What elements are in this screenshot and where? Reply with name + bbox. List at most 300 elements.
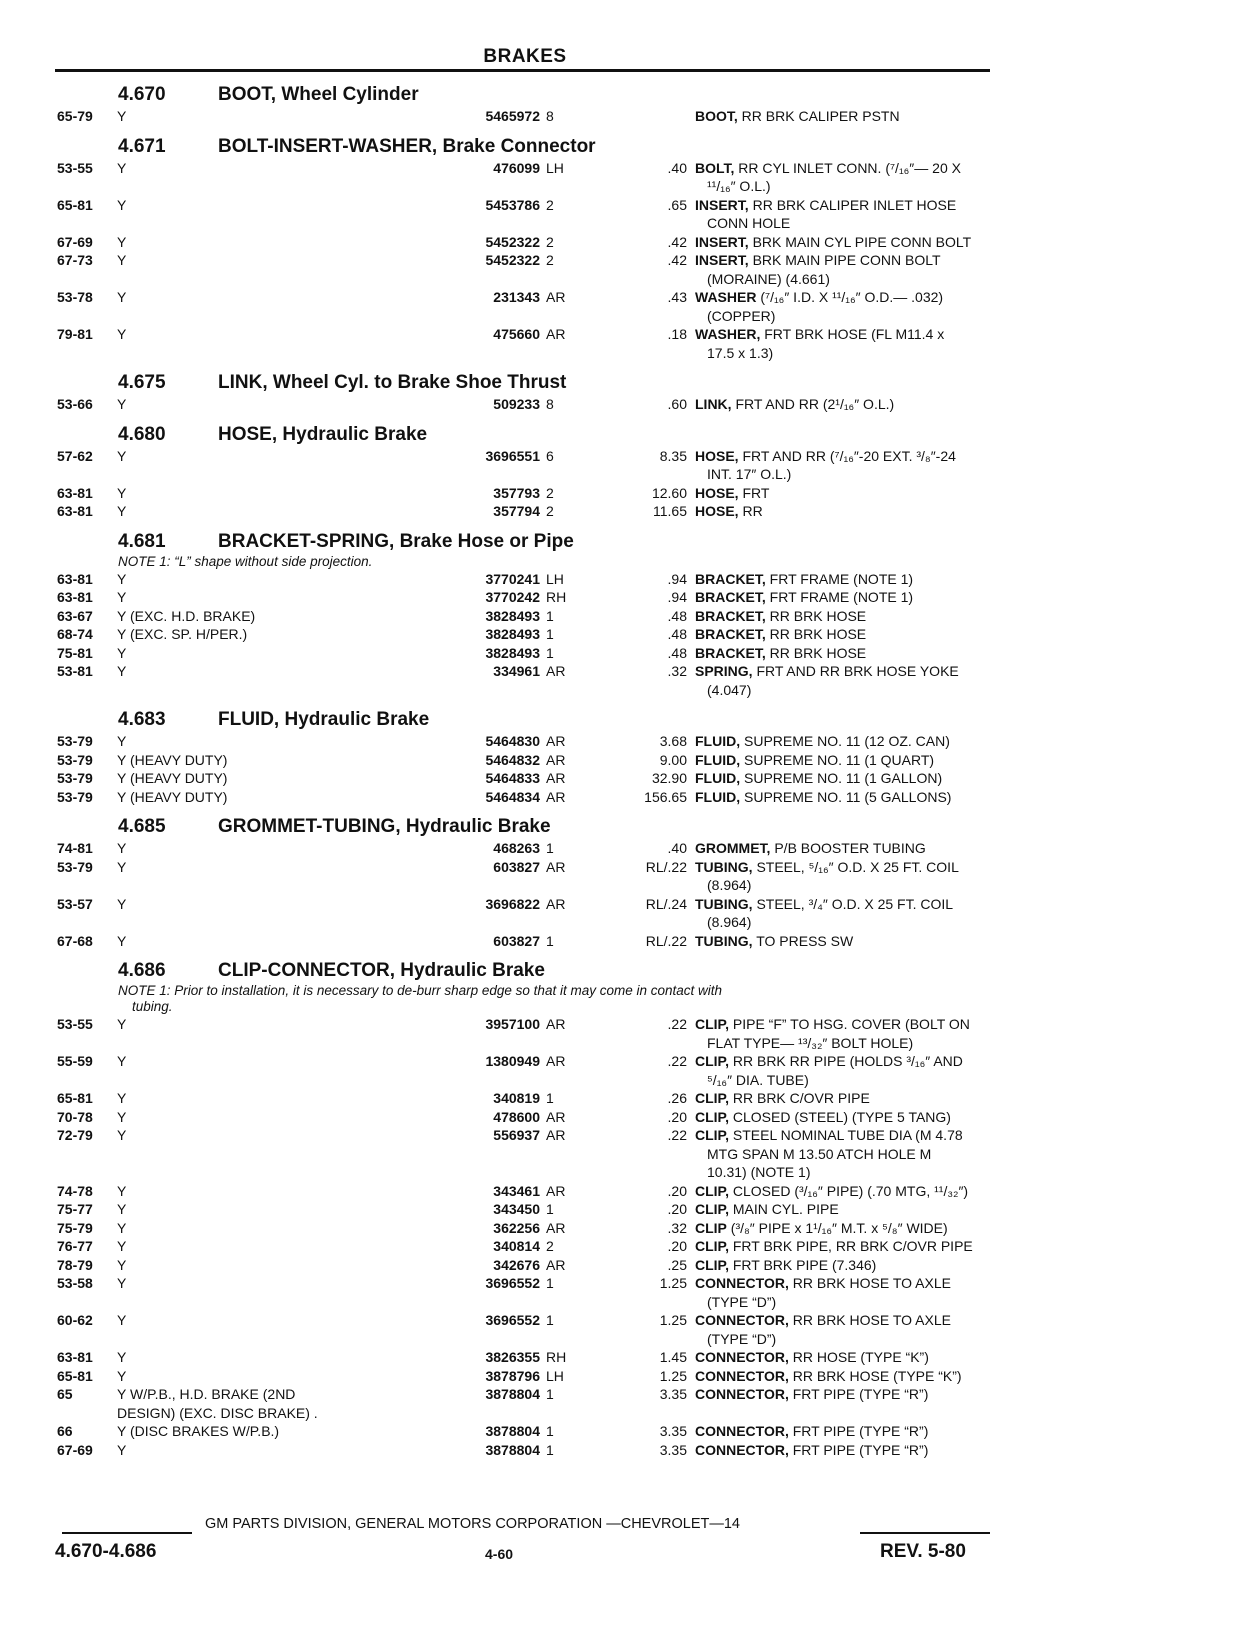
part-name: CLIP — [695, 1219, 727, 1236]
part-description — [695, 1256, 999, 1275]
description-line — [695, 913, 999, 932]
model-years: 66 — [57, 1423, 73, 1439]
part-number: 340814 — [493, 1238, 540, 1254]
part-description — [695, 196, 999, 233]
price: .43 — [667, 289, 687, 305]
model-years: 53-79 — [57, 733, 93, 749]
quantity: 2 — [546, 233, 554, 250]
description-line — [695, 858, 999, 877]
description-text: FRT — [742, 484, 770, 501]
section-title: GROMMET-TUBING, Hydraulic Brake — [218, 816, 551, 837]
section-header — [55, 812, 995, 839]
description-text: CONN HOLE — [707, 215, 791, 231]
application-line: Y — [117, 1090, 127, 1106]
model-years: 65-79 — [57, 108, 93, 124]
quantity: AR — [546, 895, 566, 912]
part-number: 3696551 — [485, 447, 540, 464]
application-line: Y (HEAVY DUTY) — [117, 788, 228, 805]
part-number: 476099 — [493, 159, 540, 176]
price: 3.35 — [659, 1386, 687, 1402]
application-line: Y (DISC BRAKES W/P.B.) — [117, 1423, 280, 1439]
part-number: 3878804 — [485, 1423, 540, 1439]
application-line: Y — [117, 733, 127, 749]
part-number: 5464832 — [485, 751, 540, 768]
description-text: RR — [742, 503, 763, 519]
part-name: BRACKET, — [695, 570, 766, 587]
description-text: RR BRK HOSE TO AXLE — [792, 1275, 951, 1291]
part-number: 343461 — [493, 1182, 540, 1199]
quantity: 1 — [546, 644, 554, 661]
quantity: 1 — [546, 932, 554, 949]
part-name: WASHER — [695, 289, 757, 305]
quantity: 1 — [546, 1441, 554, 1458]
description-line — [695, 395, 999, 414]
part-name: TUBING, — [695, 932, 753, 949]
footer-rule-left — [62, 1532, 192, 1534]
model-years: 55-59 — [57, 1053, 93, 1069]
application-line: Y — [117, 1108, 127, 1125]
description-line — [695, 1145, 999, 1164]
quantity: 2 — [546, 1238, 554, 1254]
part-description — [695, 662, 999, 699]
part-description — [695, 1200, 999, 1219]
part-number: 475660 — [493, 326, 540, 342]
table-row — [55, 644, 995, 663]
description-line — [695, 270, 999, 289]
part-description — [695, 1108, 999, 1127]
part-number: 362256 — [493, 1219, 540, 1236]
description-line — [695, 251, 999, 270]
table-row — [55, 1367, 995, 1386]
part-name: CONNECTOR, — [695, 1367, 789, 1384]
table-row — [55, 1348, 995, 1367]
description-line — [695, 1089, 999, 1108]
section-header — [55, 705, 995, 732]
price: RL/.24 — [645, 895, 687, 912]
application-line: Y — [117, 1441, 127, 1458]
description-text: RR BRK RR PIPE (HOLDS ³/₁₆″ AND — [732, 1053, 963, 1069]
description-text: 10.31) (NOTE 1) — [707, 1164, 811, 1180]
part-name: INSERT, — [695, 233, 749, 250]
part-description — [695, 858, 999, 895]
description-line — [695, 1311, 999, 1330]
quantity: AR — [546, 1053, 566, 1069]
application-line: Y — [117, 644, 127, 661]
part-number: 357794 — [493, 503, 540, 519]
quantity: RH — [546, 589, 567, 605]
part-number: 468263 — [493, 840, 540, 856]
description-line — [695, 344, 999, 363]
part-name: BRACKET, — [695, 626, 766, 642]
quantity: 8 — [546, 396, 554, 412]
section-header — [55, 956, 995, 983]
part-name: HOSE, — [695, 447, 739, 464]
table-row — [55, 1422, 995, 1441]
section-header — [55, 420, 995, 447]
description-line — [695, 214, 999, 233]
part-description — [695, 1237, 999, 1256]
part-number: 357793 — [493, 484, 540, 501]
application-line: Y — [117, 570, 127, 587]
table-row — [55, 288, 995, 325]
application-line: DESIGN) (EXC. DISC BRAKE) . — [117, 1404, 318, 1421]
table-row — [55, 1256, 995, 1275]
application-line: Y — [117, 484, 127, 501]
part-name: FLUID, — [695, 733, 741, 749]
application-line: Y — [117, 108, 127, 124]
part-description — [695, 395, 999, 414]
table-row — [55, 484, 995, 503]
description-text: RR BRK HOSE (TYPE “K”) — [792, 1367, 962, 1384]
quantity: 1 — [546, 1386, 554, 1402]
section-number: 4.675 — [118, 372, 166, 393]
quantity: 1 — [546, 1312, 554, 1328]
application-line: Y — [117, 503, 127, 519]
section-title: BRACKET-SPRING, Brake Hose or Pipe — [218, 530, 574, 552]
description-text: BRK MAIN PIPE CONN BOLT — [752, 252, 941, 268]
price: .60 — [667, 396, 687, 412]
description-text: CLOSED (³/₁₆″ PIPE) (.70 MTG, ¹¹/₃₂″) — [732, 1182, 969, 1199]
part-description — [695, 484, 999, 503]
description-text: INT. 17″ O.L.) — [707, 466, 792, 482]
quantity: AR — [546, 1256, 566, 1273]
description-line — [695, 751, 999, 770]
quantity: 1 — [546, 626, 554, 642]
table-row — [55, 607, 995, 626]
model-years: 53-78 — [57, 289, 93, 305]
model-years: 75-79 — [57, 1219, 93, 1236]
application-line: Y — [117, 233, 127, 250]
part-description — [695, 895, 999, 932]
description-text: BRK MAIN CYL PIPE CONN BOLT — [752, 233, 972, 250]
price: 11.65 — [653, 503, 687, 519]
part-description — [695, 1441, 999, 1460]
model-years: 53-79 — [57, 788, 93, 805]
description-line — [695, 177, 999, 196]
part-name: BOOT, — [695, 108, 738, 124]
description-line — [695, 1422, 999, 1441]
quantity: AR — [546, 289, 566, 305]
description-text: RR BRK CALIPER INLET HOSE — [752, 196, 957, 213]
application-line: Y — [117, 1201, 127, 1217]
footer-revision: REV. 5-80 — [880, 1541, 966, 1562]
price: 12.60 — [651, 484, 687, 501]
quantity: 1 — [546, 1275, 554, 1291]
description-text: SUPREME NO. 11 (1 GALLON) — [744, 770, 943, 786]
price: 1.45 — [659, 1349, 687, 1365]
price: .20 — [667, 1238, 687, 1254]
price: .22 — [667, 1127, 687, 1143]
note-line: tubing. — [132, 999, 173, 1014]
price: .22 — [667, 1053, 687, 1069]
section-number: 4.670 — [118, 84, 166, 105]
part-number: 340819 — [493, 1090, 540, 1106]
quantity: 1 — [546, 1090, 554, 1106]
price: .42 — [667, 252, 687, 268]
description-text: 17.5 x 1.3) — [707, 344, 774, 361]
application-line: Y — [117, 840, 127, 856]
part-number: 603827 — [493, 858, 540, 875]
model-years: 53-58 — [57, 1275, 93, 1291]
model-years: 72-79 — [57, 1127, 93, 1143]
part-description — [695, 839, 999, 858]
quantity: 6 — [546, 447, 554, 464]
price: .65 — [667, 196, 687, 213]
model-years: 53-79 — [57, 858, 93, 875]
quantity: 2 — [546, 484, 554, 501]
table-row — [55, 1200, 995, 1219]
part-name: CLIP, — [695, 1053, 729, 1069]
price: RL/.22 — [645, 932, 687, 949]
quantity: LH — [546, 1367, 564, 1384]
description-text: RR BRK C/OVR PIPE — [732, 1090, 870, 1106]
part-name: SPRING, — [695, 663, 753, 679]
description-line — [695, 932, 999, 951]
part-number: 603827 — [493, 932, 540, 949]
part-number: 3957100 — [485, 1016, 540, 1032]
table-row — [55, 1274, 995, 1311]
description-line — [695, 1367, 999, 1386]
part-number: 343450 — [493, 1201, 540, 1217]
price: 3.68 — [659, 733, 687, 749]
application-line: Y — [117, 252, 127, 268]
table-row — [55, 1052, 995, 1089]
application-line: Y — [117, 1127, 127, 1143]
part-number: 3696552 — [485, 1275, 540, 1291]
description-line — [695, 588, 999, 607]
table-row — [55, 502, 995, 521]
description-line — [695, 1108, 999, 1127]
description-text: FRT PIPE (TYPE “R”) — [792, 1386, 929, 1402]
table-row — [55, 662, 995, 699]
description-line — [695, 839, 999, 858]
section-note — [55, 554, 988, 570]
table-row — [55, 1126, 995, 1182]
description-line — [695, 1385, 999, 1404]
section-number: 4.680 — [118, 423, 166, 445]
table-row — [55, 839, 995, 858]
model-years: 53-55 — [57, 1016, 93, 1032]
table-row — [55, 1385, 995, 1422]
quantity: 8 — [546, 108, 554, 124]
part-description — [695, 1015, 999, 1052]
model-years: 53-81 — [57, 663, 93, 679]
model-years: 78-79 — [57, 1256, 93, 1273]
table-row — [55, 1108, 995, 1127]
part-number: 342676 — [493, 1256, 540, 1273]
description-text: STEEL, ⁵/₁₆″ O.D. X 25 FT. COIL — [756, 858, 959, 875]
part-description — [695, 159, 999, 196]
quantity: AR — [546, 751, 566, 768]
price: RL/.22 — [645, 858, 687, 875]
application-line: Y — [117, 159, 127, 176]
description-text: (COPPER) — [707, 307, 776, 324]
model-years: 63-81 — [57, 570, 93, 587]
quantity: 2 — [546, 252, 554, 268]
application-line: Y — [117, 1053, 127, 1069]
description-line — [695, 233, 999, 252]
description-line — [695, 644, 999, 663]
part-description — [695, 1182, 999, 1201]
part-description — [695, 570, 999, 589]
quantity: AR — [546, 1219, 566, 1236]
model-years: 79-81 — [57, 326, 93, 342]
section-title: HOSE, Hydraulic Brake — [218, 423, 428, 445]
description-line — [695, 788, 999, 807]
model-years: 53-55 — [57, 159, 93, 176]
model-years: 65-81 — [57, 1367, 93, 1384]
description-text: FRT BRK PIPE (7.346) — [732, 1256, 877, 1273]
application-line: Y — [117, 396, 127, 412]
description-line — [695, 196, 999, 215]
table-row — [55, 251, 995, 288]
model-years: 67-73 — [57, 252, 93, 268]
application-line: Y — [117, 1238, 127, 1254]
price: .22 — [667, 1016, 687, 1032]
part-description — [695, 625, 999, 644]
section-title: BOOT, Wheel Cylinder — [218, 84, 419, 105]
application-line: Y (HEAVY DUTY) — [117, 770, 228, 786]
description-line — [695, 769, 999, 788]
part-description — [695, 502, 999, 521]
price: .94 — [667, 570, 687, 587]
quantity: AR — [546, 733, 566, 749]
part-description — [695, 251, 999, 288]
part-number: 3696822 — [485, 895, 540, 912]
part-number: 5465972 — [485, 108, 540, 124]
model-years: 75-77 — [57, 1201, 93, 1217]
price: 1.25 — [659, 1367, 687, 1384]
price: 1.25 — [659, 1275, 687, 1291]
part-description — [695, 1348, 999, 1367]
application-line: Y (EXC. SP. H/PER.) — [117, 626, 248, 642]
table-row — [55, 932, 995, 951]
part-number: 5452322 — [485, 252, 540, 268]
part-number: 3878796 — [485, 1367, 540, 1384]
description-text: RR BRK HOSE — [769, 644, 867, 661]
table-row — [55, 625, 995, 644]
price: .40 — [667, 840, 687, 856]
application-line: Y — [117, 1312, 127, 1328]
part-description — [695, 751, 999, 770]
part-name: BRACKET, — [695, 644, 766, 661]
section-spacer — [55, 1459, 995, 1465]
description-line — [695, 1126, 999, 1145]
section-header — [55, 527, 995, 554]
description-text: FLAT TYPE— ¹³/₃₂″ BOLT HOLE) — [707, 1034, 914, 1051]
description-text: FRT PIPE (TYPE “R”) — [792, 1423, 929, 1439]
model-years: 65-81 — [57, 1090, 93, 1106]
table-row — [55, 447, 995, 484]
part-description — [695, 1422, 999, 1441]
part-description — [695, 1274, 999, 1311]
note-line: NOTE 1: “L” shape without side projection. — [118, 553, 373, 569]
part-number: 509233 — [493, 396, 540, 412]
application-line: Y — [117, 1182, 127, 1199]
table-row — [55, 325, 995, 362]
description-line — [695, 1163, 999, 1182]
part-number: 231343 — [493, 289, 540, 305]
application-line: Y — [117, 589, 127, 605]
description-line — [695, 159, 999, 178]
description-text: (⁷/₁₆″ I.D. X ¹¹/₁₆″ O.D.— .032) — [760, 289, 944, 305]
part-name: BOLT, — [695, 159, 735, 176]
part-name: CLIP, — [695, 1256, 729, 1273]
application-line: Y — [117, 1275, 127, 1291]
part-name: CLIP, — [695, 1016, 729, 1032]
part-number: 478600 — [493, 1108, 540, 1125]
part-description — [695, 769, 999, 788]
part-number: 556937 — [493, 1127, 540, 1143]
table-row — [55, 1237, 995, 1256]
part-number: 3770241 — [485, 570, 540, 587]
description-line — [695, 484, 999, 503]
price: .20 — [667, 1201, 687, 1217]
description-line — [695, 662, 999, 681]
section-number: 4.671 — [118, 135, 166, 157]
part-name: FLUID, — [695, 751, 741, 768]
part-number: 3878804 — [485, 1441, 540, 1458]
part-description — [695, 732, 999, 751]
section-title: LINK, Wheel Cyl. to Brake Shoe Thrust — [218, 372, 567, 393]
footer-publisher: GM PARTS DIVISION, GENERAL MOTORS CORPORATION —CHEVROLET—14 — [205, 1516, 740, 1532]
part-name: CONNECTOR, — [695, 1441, 789, 1458]
part-name: CONNECTOR, — [695, 1386, 789, 1402]
part-number: 5464834 — [485, 788, 540, 805]
description-line — [695, 625, 999, 644]
application-line: Y — [117, 858, 127, 875]
quantity: 1 — [546, 840, 554, 856]
description-line — [695, 1348, 999, 1367]
part-description — [695, 447, 999, 484]
part-name: CLIP, — [695, 1127, 729, 1143]
part-name: WASHER, — [695, 326, 761, 342]
part-number: 5464830 — [485, 733, 540, 749]
description-line — [695, 1182, 999, 1201]
description-text: (8.964) — [707, 877, 752, 893]
part-name: GROMMET, — [695, 840, 771, 856]
description-text: FRT BRK HOSE (FL M11.4 x — [764, 326, 945, 342]
description-text: P/B BOOSTER TUBING — [774, 840, 926, 856]
description-line — [695, 1293, 999, 1312]
price: .18 — [667, 326, 687, 342]
part-number: 3828493 — [485, 644, 540, 661]
description-text: FRT AND RR (⁷/₁₆″-20 EXT. ³/₈″-24 — [742, 447, 956, 464]
description-line — [695, 732, 999, 751]
part-name: TUBING, — [695, 895, 753, 912]
description-line — [695, 107, 999, 126]
description-text: FRT AND RR (2¹/₁₆″ O.L.) — [735, 396, 895, 412]
quantity: 1 — [546, 607, 554, 624]
description-line — [695, 288, 999, 307]
description-line — [695, 1071, 999, 1090]
price: 3.35 — [659, 1441, 687, 1458]
table-row — [55, 233, 995, 252]
quantity: AR — [546, 1016, 566, 1032]
description-text: FRT PIPE (TYPE “R”) — [792, 1441, 929, 1458]
quantity: AR — [546, 326, 566, 342]
description-text: (8.964) — [707, 914, 752, 930]
table-row — [55, 1089, 995, 1108]
description-text: RR HOSE (TYPE “K”) — [792, 1349, 929, 1365]
price: .48 — [667, 607, 687, 624]
quantity: 2 — [546, 196, 554, 213]
application-line: Y — [117, 289, 127, 305]
table-row — [55, 1441, 995, 1460]
table-row — [55, 751, 995, 770]
price: 32.90 — [651, 770, 687, 786]
description-line — [695, 681, 999, 700]
